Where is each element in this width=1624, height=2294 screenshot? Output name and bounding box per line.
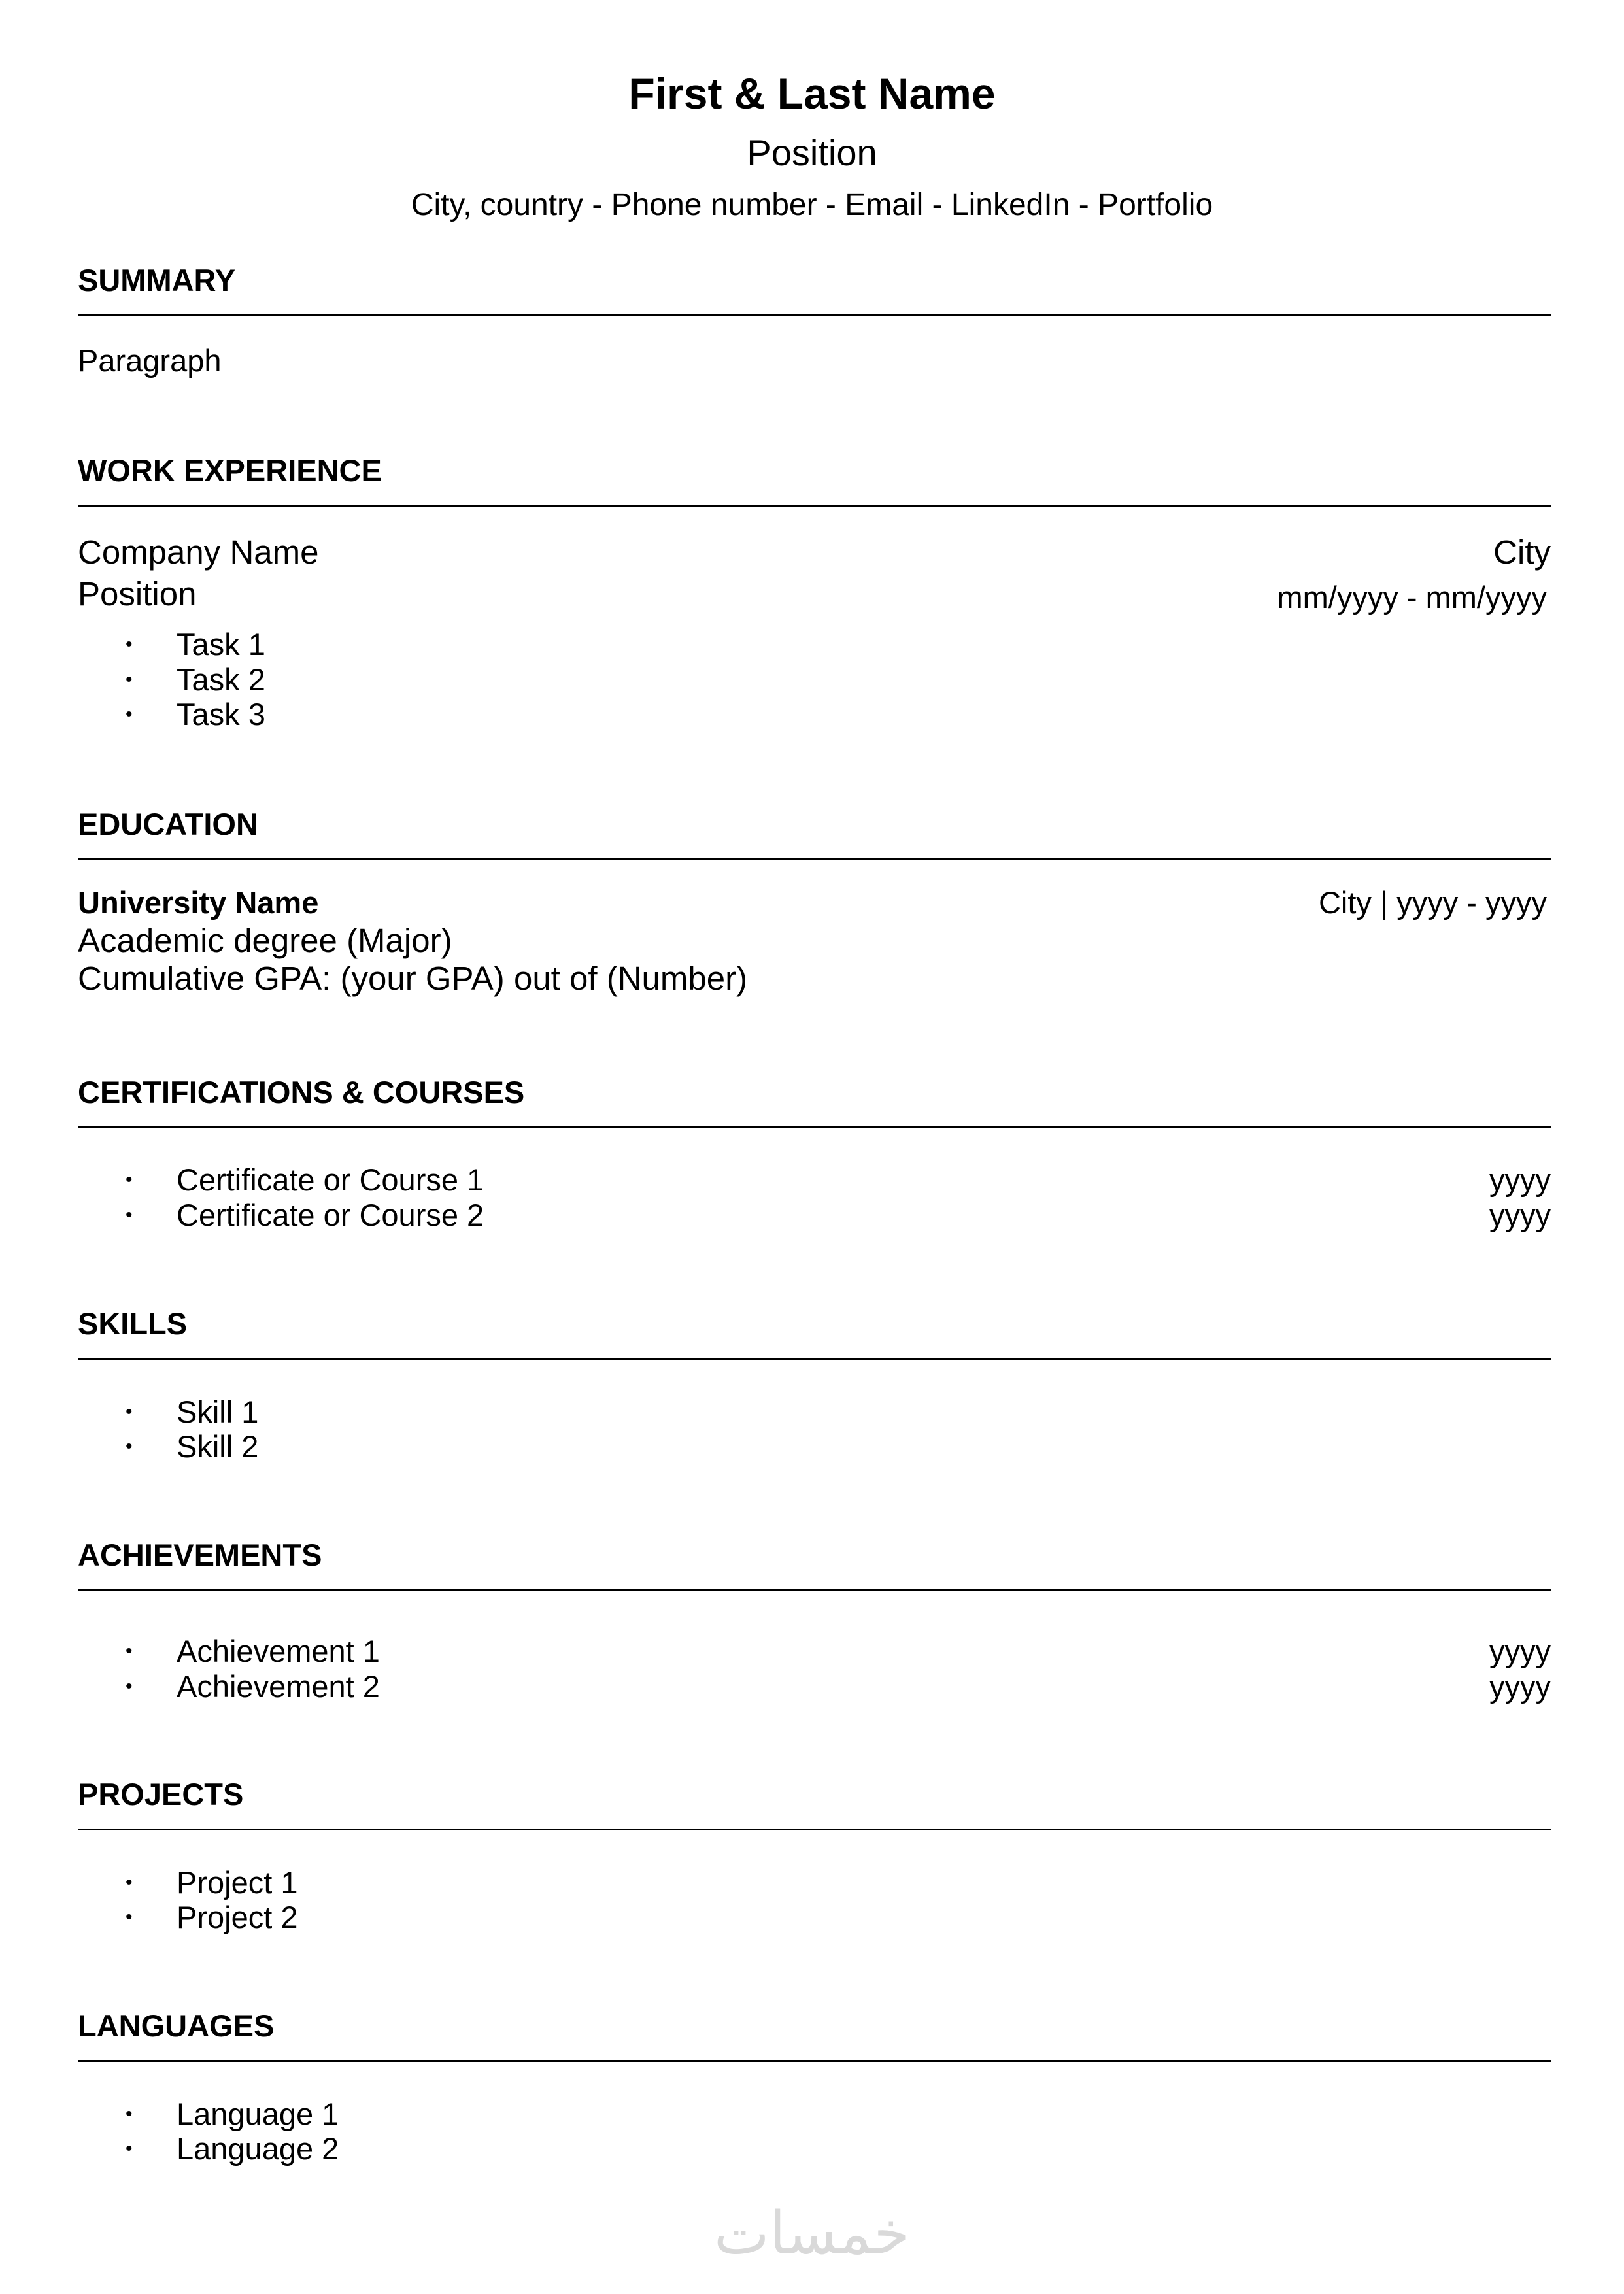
list-item: Certificate or Course 1 <box>177 1162 484 1197</box>
bullet: • <box>126 2138 133 2159</box>
section-divider <box>78 1589 1551 1591</box>
list-item: Achievement 2 <box>177 1669 380 1704</box>
section-divider <box>78 314 1551 316</box>
section-divider <box>78 858 1551 860</box>
list-item: Language 1 <box>177 2097 339 2131</box>
bullet: • <box>126 1906 133 1928</box>
contact-line: City, country - Phone number - Email - LinkedIn - Portfolio <box>411 188 1213 222</box>
list-item: Project 2 <box>177 1900 298 1934</box>
bullet: • <box>126 633 133 655</box>
section-title-education: EDUCATION <box>78 807 258 841</box>
summary-paragraph: Paragraph <box>78 343 222 378</box>
section-divider <box>78 1126 1551 1128</box>
bullet: • <box>126 703 133 725</box>
header-position: Position <box>747 132 877 173</box>
company-name: Company Name <box>78 533 319 571</box>
section-divider <box>78 505 1551 507</box>
section-title-summary: SUMMARY <box>78 263 236 297</box>
list-item-year: yyyy <box>1489 1198 1551 1232</box>
list-item: Project 1 <box>177 1865 298 1900</box>
section-title-work-experience: WORK EXPERIENCE <box>78 453 382 488</box>
academic-degree: Academic degree (Major) <box>78 922 452 959</box>
list-item-year: yyyy <box>1489 1634 1551 1668</box>
list-item: Achievement 1 <box>177 1634 380 1668</box>
section-title-languages: LANGUAGES <box>78 2008 275 2043</box>
work-position: Position <box>78 575 197 613</box>
gpa: Cumulative GPA: (your GPA) out of (Number) <box>78 960 748 997</box>
full-name: First & Last Name <box>628 69 996 118</box>
list-item: Certificate or Course 2 <box>177 1198 484 1232</box>
bullet: • <box>126 1872 133 1893</box>
list-item-year: yyyy <box>1489 1669 1551 1704</box>
section-divider <box>78 1829 1551 1830</box>
section-divider <box>78 1358 1551 1360</box>
bullet: • <box>126 1204 133 1226</box>
list-item: Skill 1 <box>177 1394 259 1429</box>
list-item: Language 2 <box>177 2131 339 2166</box>
watermark-logo: خمسات <box>713 2201 911 2267</box>
bullet: • <box>126 2103 133 2125</box>
bullet: • <box>126 669 133 690</box>
section-title-projects: PROJECTS <box>78 1777 244 1812</box>
education-location-dates: City | yyyy - yyyy <box>1318 885 1547 920</box>
company-city: City <box>1493 533 1551 571</box>
list-item: Task 3 <box>177 697 265 732</box>
bullet: • <box>126 1436 133 1457</box>
list-item: Task 2 <box>177 662 265 697</box>
section-divider <box>78 2060 1551 2062</box>
list-item-year: yyyy <box>1489 1162 1551 1197</box>
list-item: Skill 2 <box>177 1429 259 1464</box>
section-title-skills: SKILLS <box>78 1306 188 1341</box>
work-dates: mm/yyyy - mm/yyyy <box>1277 580 1547 615</box>
bullet: • <box>126 1169 133 1190</box>
bullet: • <box>126 1401 133 1423</box>
bullet: • <box>126 1640 133 1662</box>
bullet: • <box>126 1676 133 1697</box>
university-name: University Name <box>78 885 319 920</box>
list-item: Task 1 <box>177 627 265 662</box>
section-title-achievements: ACHIEVEMENTS <box>78 1538 322 1572</box>
section-title-certifications: CERTIFICATIONS & COURSES <box>78 1075 525 1109</box>
